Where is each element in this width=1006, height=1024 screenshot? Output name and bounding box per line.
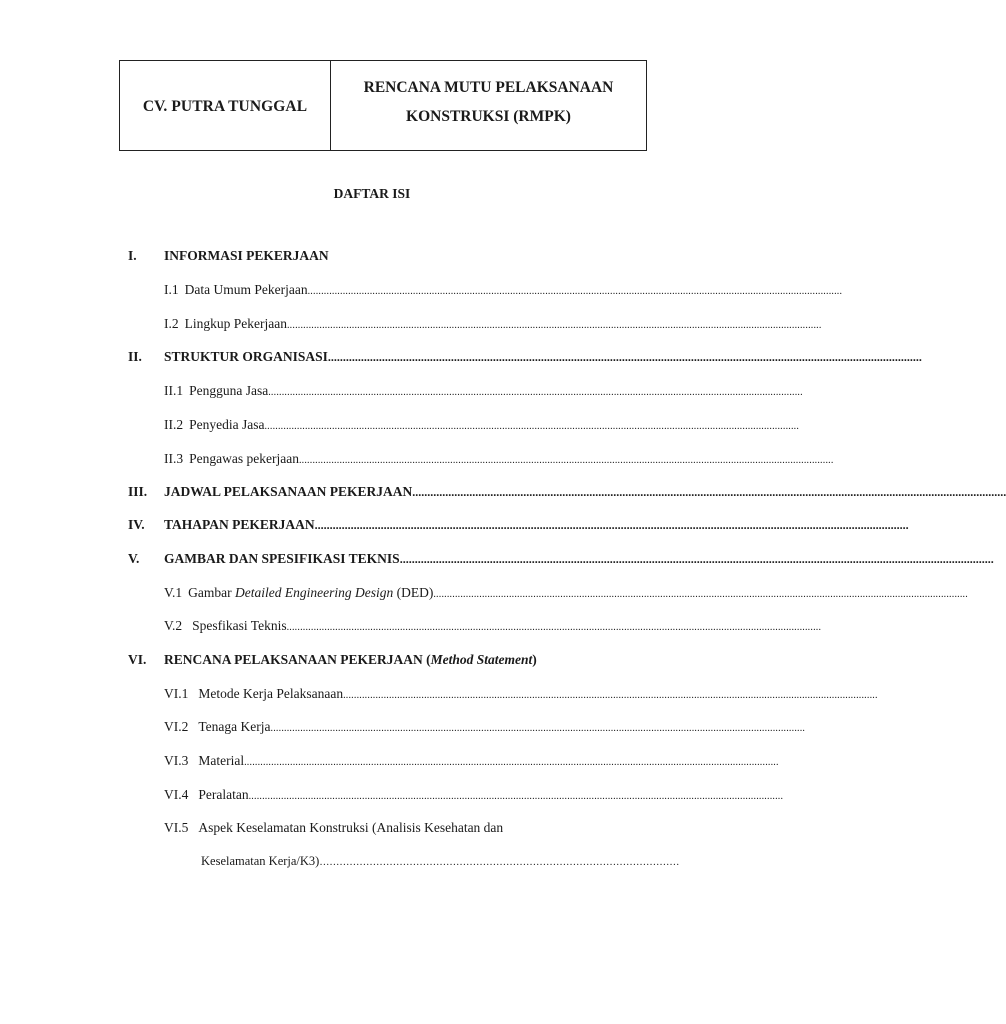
toc-subsection-number: V.1	[164, 585, 183, 600]
toc-subsection-5-1	[164, 584, 968, 604]
toc-section-number: II.	[128, 349, 142, 364]
toc-subsection-label: Pengguna Jasa	[189, 383, 269, 398]
toc-section-label: GAMBAR DAN SPESIFIKASI TEKNIS	[164, 551, 400, 566]
label-text: (DED)	[393, 585, 434, 600]
toc-subsection-label: Material	[198, 753, 245, 768]
toc-section-1	[128, 247, 643, 265]
toc-subsection-6-1	[164, 685, 878, 705]
toc-leader-dots: ......................................................................................................................................................................................................	[268, 387, 803, 398]
toc-leader-dots: ......................................................................................................................................................................................................	[327, 350, 922, 364]
label-text: )	[532, 652, 537, 667]
toc-subsection-6-4	[164, 786, 784, 806]
toc-section-number: VI.	[128, 652, 147, 667]
toc-leader-dots: ......................................................................................................................................................................................................	[270, 723, 806, 734]
toc-subsection-label: Data Umum Pekerjaan	[184, 282, 308, 297]
toc-leader-dots: ………………………………………………………………………………………………	[319, 857, 680, 868]
company-name: CV. PUTRA TUNGGAL	[120, 61, 331, 150]
toc-subsection-number: VI.2	[164, 719, 189, 734]
label-italic-text: Detailed Engineering Design	[235, 585, 394, 600]
toc-subsection-number: II.2	[164, 417, 184, 432]
toc-section-label: INFORMASI PEKERJAAN	[164, 248, 329, 263]
toc-section-6	[128, 651, 688, 669]
toc-leader-dots: ......................................................................................................................................................................................................	[399, 552, 994, 566]
toc-subsection-6-5-continuation	[201, 852, 680, 872]
toc-section-label	[164, 651, 537, 669]
toc-section-2	[128, 348, 922, 366]
label-text: RENCANA PELAKSANAAN PEKERJAAN (	[164, 652, 431, 667]
toc-leader-dots: ......................................................................................................................................................................................................	[433, 589, 968, 600]
toc-leader-dots: ......................................................................................................................................................................................................	[314, 518, 909, 532]
toc-subsection-number: VI.1	[164, 686, 189, 701]
toc-leader-dots: ......................................................................................................................................................................................................	[412, 485, 1006, 499]
document-title-line-2: KONSTRUKSI (RMPK)	[406, 108, 571, 125]
toc-section-number: III.	[128, 484, 148, 499]
toc-subsection-number: V.2	[164, 618, 183, 633]
toc-subsection-6-2	[164, 718, 806, 738]
toc-leader-dots: ......................................................................................................................................................................................................	[343, 690, 878, 701]
toc-subsection-6-5	[164, 819, 646, 837]
toc-subsection-label: Tenaga Kerja	[198, 719, 271, 734]
toc-subsection-6-3	[164, 752, 779, 772]
toc-subsection-number: II.1	[164, 383, 184, 398]
toc-title: DAFTAR ISI	[333, 186, 411, 201]
toc-section-label: JADWAL PELAKSANAAN PEKERJAAN	[164, 484, 413, 499]
toc-leader-dots: ......................................................................................................................................................................................................	[298, 455, 834, 466]
toc-subsection-number: I.1	[164, 282, 179, 297]
toc-section-5	[128, 550, 994, 568]
toc-subsection-2-3	[164, 450, 834, 470]
toc-section-number: I.	[128, 248, 137, 263]
toc-subsection-number: I.2	[164, 316, 179, 331]
toc-subsection-label: Lingkup Pekerjaan	[184, 316, 287, 331]
toc-subsection-5-2	[164, 617, 822, 637]
toc-subsection-label: Aspek Keselamatan Konstruksi (Analisis Kesehatan dan	[198, 820, 504, 835]
toc-subsection-label	[188, 584, 433, 602]
toc-subsection-number: VI.3	[164, 753, 189, 768]
toc-leader-dots: ......................................................................................................................................................................................................	[286, 622, 822, 633]
toc-leader-dots: ......................................................................................................................................................................................................	[286, 320, 822, 331]
toc-subsection-label: Penyedia Jasa	[189, 417, 265, 432]
toc-leader-dots: ......................................................................................................................................................................................................	[264, 421, 800, 432]
toc-section-number: IV.	[128, 517, 145, 532]
toc-subsection-number: II.3	[164, 451, 184, 466]
toc-subsection-label: Spesfikasi Teknis	[192, 618, 287, 633]
toc-subsection-label: Pengawas pekerjaan	[189, 451, 299, 466]
toc-section-number: V.	[128, 551, 140, 566]
toc-subsection-1-2	[164, 315, 822, 335]
toc-section-label: TAHAPAN PEKERJAAN	[164, 517, 315, 532]
toc-leader-dots: ......................................................................................................................................................................................................	[307, 286, 843, 297]
toc-section-4	[128, 516, 909, 534]
toc-subsection-number: VI.4	[164, 787, 189, 802]
toc-subsection-1-1	[164, 281, 843, 301]
toc-subsection-2-2	[164, 416, 800, 436]
toc-section-3	[128, 483, 1006, 501]
label-italic-text: Method Statement	[430, 652, 533, 667]
toc-subsection-number: VI.5	[164, 820, 189, 835]
toc-leader-dots: ......................................................................................................................................................................................................	[248, 791, 784, 802]
toc-subsection-label: Peralatan	[198, 787, 249, 802]
toc-leader-dots: ......................................................................................................................................................................................................	[244, 757, 779, 768]
toc-subsection-label: Keselamatan Kerja/K3)	[201, 854, 320, 868]
toc-section-label: STRUKTUR ORGANISASI	[164, 349, 328, 364]
label-text: Gambar	[188, 585, 235, 600]
document-title-line-1: RENCANA MUTU PELAKSANAAN	[363, 79, 614, 96]
toc-subsection-2-1	[164, 382, 803, 402]
toc-subsection-label: Metode Kerja Pelaksanaan	[198, 686, 344, 701]
